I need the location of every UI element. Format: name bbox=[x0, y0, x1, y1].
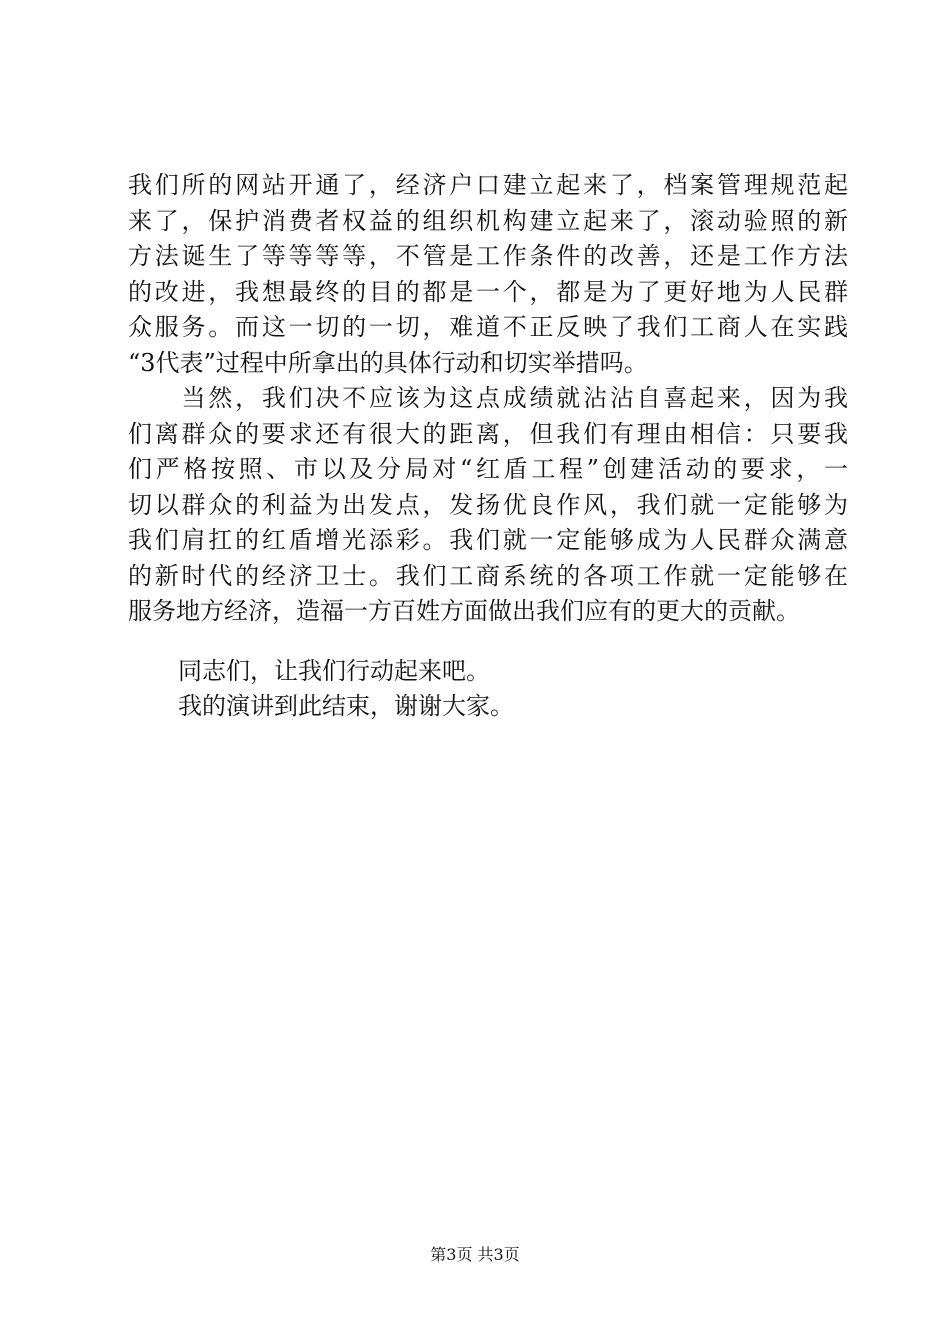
closing-line: 我的演讲到此结束，谢谢大家。 bbox=[178, 692, 514, 720]
document-body bbox=[128, 168, 848, 725]
text-line: 我们所的网站开通了，经济户口建立起来了，档案管理规范起 bbox=[128, 171, 848, 199]
closing-remarks bbox=[128, 654, 848, 725]
text-line: 方法诞生了等等等等，不管是工作条件的改善，还是工作方法 bbox=[128, 242, 848, 270]
paragraph-1 bbox=[128, 168, 848, 381]
text-line: 众服务。而这一切的一切，难道不正反映了我们工商人在实践 bbox=[128, 313, 848, 341]
paragraph-gap bbox=[128, 630, 848, 654]
text-line: 当然，我们决不应该为这点成绩就沾沾自喜起来，因为我 bbox=[128, 384, 848, 412]
text-line: 的改进，我想最终的目的都是一个，都是为了更好地为人民群 bbox=[128, 277, 848, 306]
text-line: 们严格按照、市以及分局对“红盾工程”创建活动的要求，一 bbox=[128, 455, 848, 483]
text-line: “3代表”过程中所拿出的具体行动和切实举措吗。 bbox=[128, 348, 648, 377]
text-line: 的新时代的经济卫士。我们工商系统的各项工作就一定能够在 bbox=[128, 561, 848, 590]
text-line: 我们肩扛的红盾增光添彩。我们就一定能够成为人民群众满意 bbox=[128, 526, 848, 554]
closing-line: 同志们，让我们行动起来吧。 bbox=[178, 656, 490, 685]
page-footer: 第3页 共3页 bbox=[430, 1245, 520, 1264]
text-line: 们离群众的要求还有很大的距离，但我们有理由相信：只要我 bbox=[128, 419, 848, 448]
text-line: 切以群众的利益为出发点，发扬优良作风，我们就一定能够为 bbox=[128, 490, 848, 519]
text-line: 服务地方经济，造福一方百姓方面做出我们应有的更大的贡献。 bbox=[128, 597, 800, 625]
paragraph-2 bbox=[128, 381, 848, 630]
text-line: 来了，保护消费者权益的组织机构建立起来了，滚动验照的新 bbox=[128, 206, 848, 235]
